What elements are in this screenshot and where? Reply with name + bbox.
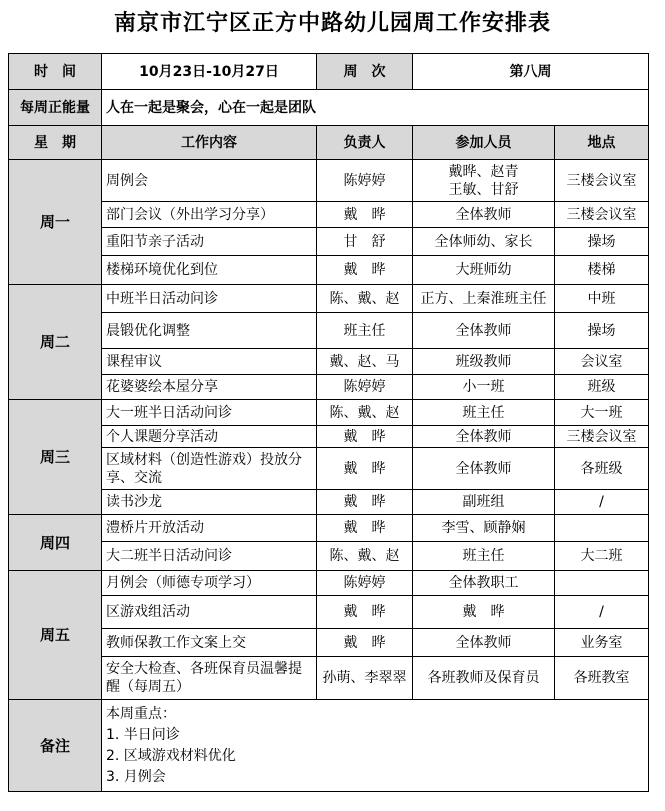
table-row bbox=[9, 375, 649, 400]
table-row bbox=[9, 426, 649, 448]
week-label: 周 次 bbox=[317, 54, 413, 90]
participants-cell: 全体教师 bbox=[413, 426, 555, 448]
table-row bbox=[9, 596, 649, 629]
date-range: 10月23日-10月27日 bbox=[102, 54, 317, 90]
location-cell: 操场 bbox=[555, 228, 649, 256]
participants-cell: 全体师幼、家长 bbox=[413, 228, 555, 256]
location-cell: 三楼会议室 bbox=[555, 202, 649, 228]
col-owner: 负责人 bbox=[317, 126, 413, 160]
table-row bbox=[9, 515, 649, 542]
table-row bbox=[9, 657, 649, 700]
location-cell: 各班教室 bbox=[555, 657, 649, 700]
table-row bbox=[9, 349, 649, 375]
owner-cell: 戴 晔 bbox=[317, 426, 413, 448]
content-cell: 大一班半日活动问诊 bbox=[102, 400, 317, 426]
owner-cell: 戴 晔 bbox=[317, 202, 413, 228]
participants-cell: 各班教师及保育员 bbox=[413, 657, 555, 700]
content-cell: 月例会（师德专项学习） bbox=[102, 571, 317, 596]
content-cell: 中班半日活动问诊 bbox=[102, 285, 317, 313]
participants-cell: 全体教师 bbox=[413, 448, 555, 490]
day-cell: 周四 bbox=[9, 515, 102, 571]
owner-cell: 戴 晔 bbox=[317, 515, 413, 542]
participants-cell: 全体教师 bbox=[413, 202, 555, 228]
participants-cell: 全体教师 bbox=[413, 313, 555, 349]
participants-cell: 班主任 bbox=[413, 400, 555, 426]
content-cell: 大二班半日活动问诊 bbox=[102, 542, 317, 571]
participants-cell: 班主任 bbox=[413, 542, 555, 571]
header-row bbox=[9, 54, 649, 90]
owner-cell: 陈婷婷 bbox=[317, 375, 413, 400]
notes-row bbox=[9, 700, 649, 792]
location-cell: 操场 bbox=[555, 313, 649, 349]
location-cell: 会议室 bbox=[555, 349, 649, 375]
location-cell: 大二班 bbox=[555, 542, 649, 571]
owner-cell: 孙萌、李翠翠 bbox=[317, 657, 413, 700]
column-header-row bbox=[9, 126, 649, 160]
participants-cell: 戴 晔 bbox=[413, 596, 555, 629]
col-day: 星 期 bbox=[9, 126, 102, 160]
energy-label: 每周正能量 bbox=[9, 90, 102, 126]
table-row bbox=[9, 490, 649, 515]
content-cell: 花婆婆绘本屋分享 bbox=[102, 375, 317, 400]
energy-text: 人在一起是聚会，心在一起是团队 bbox=[102, 90, 649, 126]
participants-line: 王敏、甘舒 bbox=[448, 181, 519, 198]
location-cell: 楼梯 bbox=[555, 256, 649, 285]
location-cell: 各班级 bbox=[555, 448, 649, 490]
participants-cell: 副班组 bbox=[413, 490, 555, 515]
owner-cell: 陈、戴、赵 bbox=[317, 400, 413, 426]
col-participants: 参加人员 bbox=[413, 126, 555, 160]
notes-heading: 本周重点： bbox=[106, 705, 176, 722]
participants-cell: 正方、上秦淮班主任 bbox=[413, 285, 555, 313]
location-cell bbox=[555, 515, 649, 542]
location-cell: 班级 bbox=[555, 375, 649, 400]
schedule-table bbox=[8, 53, 649, 792]
participants-cell bbox=[413, 160, 555, 202]
location-cell: / bbox=[555, 490, 649, 515]
location-cell: 三楼会议室 bbox=[555, 160, 649, 202]
participants-line: 戴晔、赵青 bbox=[448, 163, 519, 180]
location-cell: 三楼会议室 bbox=[555, 426, 649, 448]
table-row bbox=[9, 256, 649, 285]
notes-item: 3. 月例会 bbox=[106, 768, 166, 785]
participants-cell: 小一班 bbox=[413, 375, 555, 400]
content-cell: 区域材料（创造性游戏）投放分享、交流 bbox=[102, 448, 317, 490]
content-cell: 周例会 bbox=[102, 160, 317, 202]
table-row bbox=[9, 160, 649, 202]
table-row bbox=[9, 448, 649, 490]
content-cell: 安全大检查、各班保育员温馨提醒（每周五） bbox=[102, 657, 317, 700]
table-row bbox=[9, 202, 649, 228]
content-cell: 教师保教工作文案上交 bbox=[102, 629, 317, 657]
participants-cell: 全体教师 bbox=[413, 629, 555, 657]
owner-cell: 陈、戴、赵 bbox=[317, 285, 413, 313]
table-row bbox=[9, 542, 649, 571]
day-cell: 周三 bbox=[9, 400, 102, 515]
content-cell: 晨锻优化调整 bbox=[102, 313, 317, 349]
owner-cell: 戴 晔 bbox=[317, 596, 413, 629]
col-content: 工作内容 bbox=[102, 126, 317, 160]
owner-cell: 戴 晔 bbox=[317, 629, 413, 657]
day-cell: 周五 bbox=[9, 571, 102, 700]
table-row bbox=[9, 228, 649, 256]
notes-label: 备注 bbox=[9, 700, 102, 792]
participants-cell: 大班师幼 bbox=[413, 256, 555, 285]
content-cell: 区游戏组活动 bbox=[102, 596, 317, 629]
notes-item: 2. 区域游戏材料优化 bbox=[106, 747, 236, 764]
location-cell bbox=[555, 571, 649, 596]
table-row bbox=[9, 400, 649, 426]
owner-cell: 戴 晔 bbox=[317, 490, 413, 515]
owner-cell: 陈婷婷 bbox=[317, 160, 413, 202]
location-cell: 业务室 bbox=[555, 629, 649, 657]
owner-cell: 陈婷婷 bbox=[317, 571, 413, 596]
content-cell: 部门会议（外出学习分享） bbox=[102, 202, 317, 228]
table-row bbox=[9, 285, 649, 313]
owner-cell: 戴、赵、马 bbox=[317, 349, 413, 375]
day-cell: 周一 bbox=[9, 160, 102, 285]
participants-cell: 全体教职工 bbox=[413, 571, 555, 596]
owner-cell: 陈、戴、赵 bbox=[317, 542, 413, 571]
content-cell: 重阳节亲子活动 bbox=[102, 228, 317, 256]
owner-cell: 班主任 bbox=[317, 313, 413, 349]
owner-cell: 戴 晔 bbox=[317, 448, 413, 490]
participants-cell: 班级教师 bbox=[413, 349, 555, 375]
content-cell: 读书沙龙 bbox=[102, 490, 317, 515]
table-row bbox=[9, 571, 649, 596]
content-cell: 楼梯环境优化到位 bbox=[102, 256, 317, 285]
day-cell: 周二 bbox=[9, 285, 102, 400]
page-title: 南京市江宁区正方中路幼儿园周工作安排表 bbox=[113, 10, 551, 36]
location-cell: 中班 bbox=[555, 285, 649, 313]
participants-cell: 李雪、顾静娴 bbox=[413, 515, 555, 542]
week-value: 第八周 bbox=[413, 54, 649, 90]
owner-cell: 戴 晔 bbox=[317, 256, 413, 285]
table-row bbox=[9, 629, 649, 657]
owner-cell: 甘 舒 bbox=[317, 228, 413, 256]
content-cell: 个人课题分享活动 bbox=[102, 426, 317, 448]
col-location: 地点 bbox=[555, 126, 649, 160]
location-cell: 大一班 bbox=[555, 400, 649, 426]
notes-content bbox=[102, 700, 649, 792]
content-cell: 课程审议 bbox=[102, 349, 317, 375]
time-label: 时 间 bbox=[9, 54, 102, 90]
content-cell: 澧桥片开放活动 bbox=[102, 515, 317, 542]
energy-row bbox=[9, 90, 649, 126]
location-cell: / bbox=[555, 596, 649, 629]
table-row bbox=[9, 313, 649, 349]
notes-item: 1. 半日问诊 bbox=[106, 726, 180, 743]
